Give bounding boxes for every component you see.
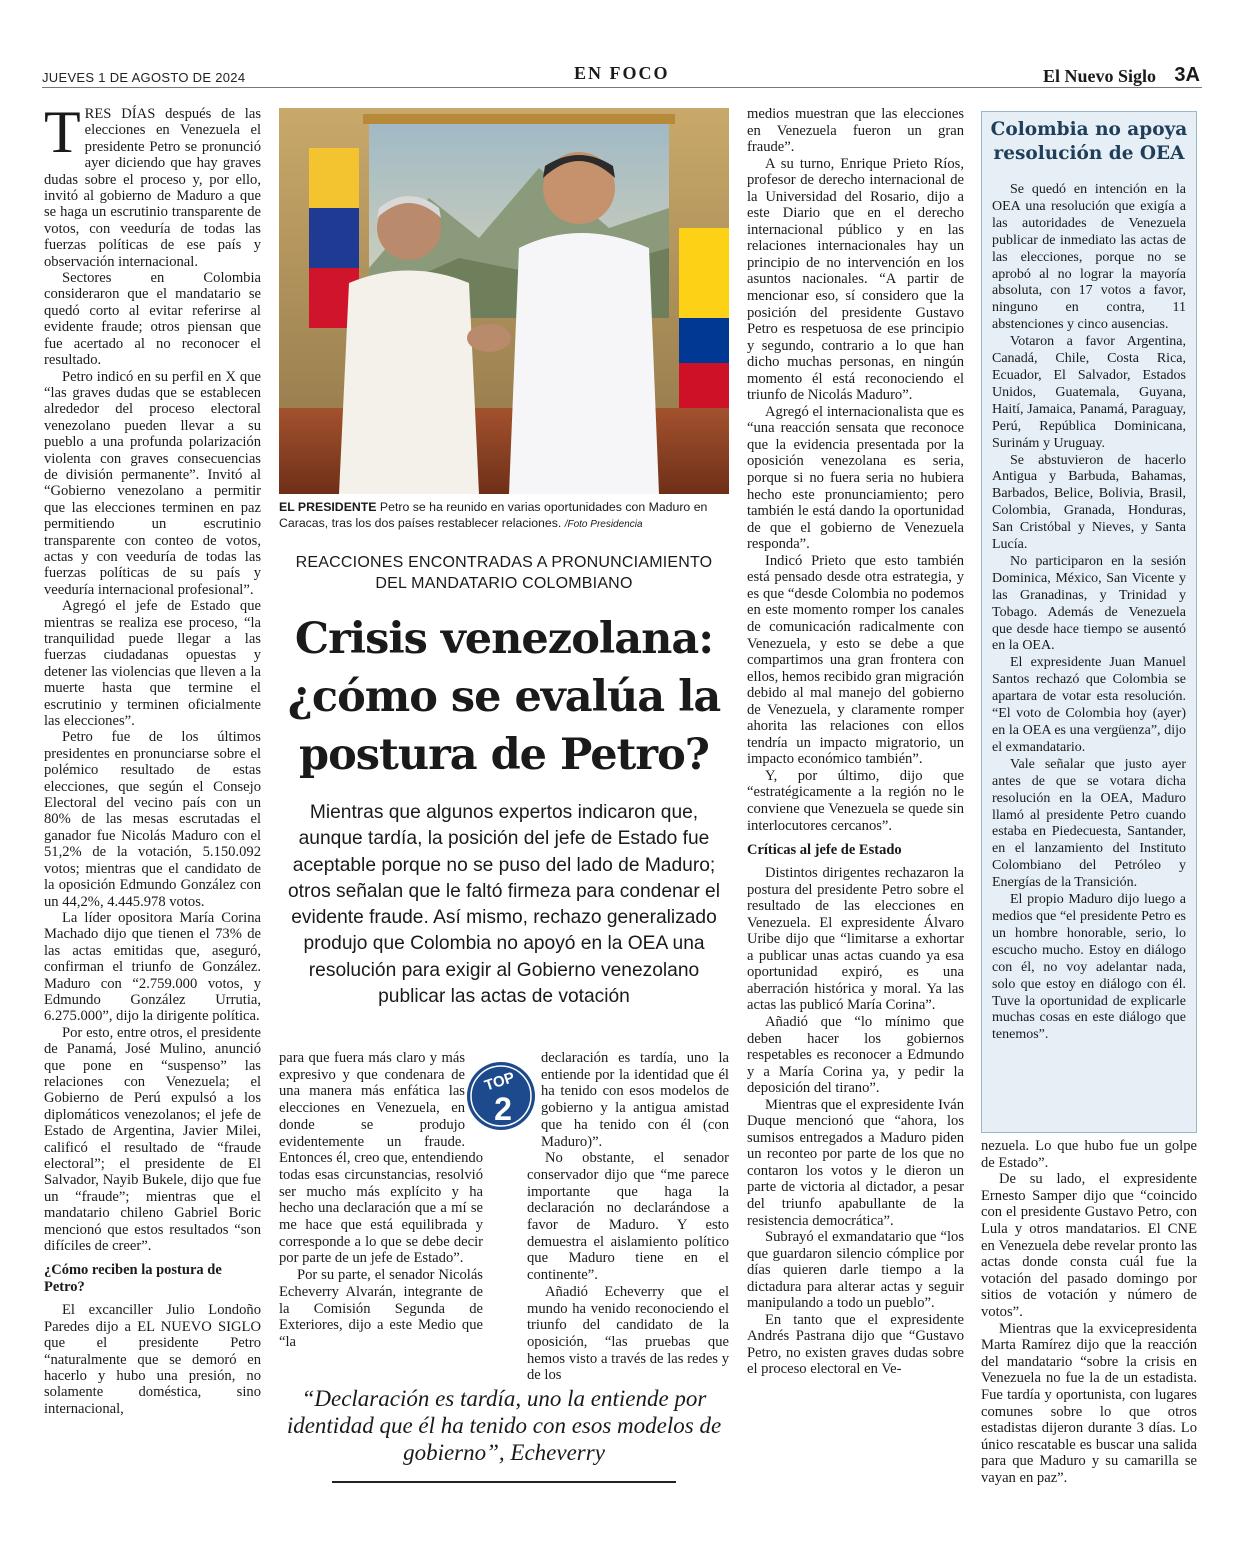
- paragraph: declaración es tardía, uno la entiende por la identidad que él ha tenido con esos modelos de gobierno y la antigua amistad que ha tenido con él (con Maduro)”.: [541, 1050, 729, 1150]
- paragraph: TRES DÍAS después de las elecciones en Venezuela el presidente Petro se pronunció ayer diciendo que hay graves dudas sobre el proceso y, por ello, invitó al gobierno de Maduro a que se haga un escrutinio transparente de votos, con veeduría de todas las fuerzas políticas de ese país y observación internacional.: [44, 99, 261, 270]
- article-column-2: [279, 1050, 483, 1351]
- page-number: 3A: [1174, 64, 1200, 86]
- paragraph: Por esto, entre otros, el presidente de Panamá, José Mulino, anunció que pone en “suspenso” las relaciones con Venezuela; el Gobierno de Perú expulsó a los diplomáticos venezolanos; el jefe de Estado de Argentina, Javier Milei, calificó el resultado de “fraude electoral”; el presidente de El Salvador, Nayib Bukele, dijo que fue un “fraude”; mientras que el mandatario chileno Gabriel Boric mencionó que estos resultados “son difíciles de creer”.: [44, 1024, 261, 1255]
- paragraph: Mientras que el expresidente Iván Duque mencionó que “ahora, los sumisos entregados a Maduro piden un reconteo por parte de los que no contaron los votos y le dieron un parte de victoria al dictador, a pesar del triunfo apabullante de la resistencia democrática”.: [747, 1096, 964, 1229]
- paragraph: Añadió que “lo mínimo que deben hacer los gobiernos respetables es reconocer a Edmundo y a María Corina ya, y pedir la deposición del tirano”.: [747, 1013, 964, 1097]
- sidebar-title: Colombia no apoya resolución de OEA: [990, 119, 1188, 164]
- paragraph: Mientras que la exvicepresidenta Marta Ramírez dijo que la reacción del mandatario “sobre la crisis en Venezuela no fue la de un estadista. Fue tardía y oportunista, con lugares comunes sobre lo que otros estadistas dijeron durante 3 días. Lo único rescatable es buscar una salida para que Maduro y su camarilla se vayan en paz”.: [981, 1320, 1197, 1486]
- drop-cap: T: [44, 99, 81, 165]
- paragraph: En tanto que el expresidente Andrés Pastrana dijo que “Gustavo Petro, no existen graves dudas sobre el proceso electoral en Ve-: [747, 1311, 964, 1378]
- subheading: ¿Cómo reciben la postura de Petro?: [44, 1262, 222, 1296]
- caption-lead: EL PRESIDENTE: [279, 500, 377, 514]
- paragraph: medios muestran que las elecciones en Venezuela fueron un gran fraude”.: [747, 106, 964, 156]
- headline: Crisis venezolana: ¿cómo se evalúa la postura de Petro?: [287, 614, 721, 780]
- deck: Mientras que algunos expertos indicaron que, aunque tardía, la posición del jefe de Estado fue aceptable porque no se puso del lado de Maduro; otros señalan que le faltó firmeza para condenar el evidente fraude. Así mismo, rechazo generalizado produjo que Colombia no apoyó en la OEA una resolución para exigir al Gobierno venezolano publicar las actas de votación: [288, 802, 720, 1008]
- photo-caption: [279, 499, 729, 533]
- main-photo: [279, 108, 729, 494]
- paragraph: El propio Maduro dijo luego a medios que “el presidente Petro es un hombre honorable, serio, lo escucho mucho. Estoy en diálogo con él, no voy adelantar nada, solo que estoy en diálogo con él. Tuve la oportunidad de explicarle muchas cosas en este diálogo que tenemos”.: [992, 892, 1186, 1043]
- paragraph: Agregó el jefe de Estado que mientras se realiza ese proceso, “la tranquilidad puede llegar a las fuerzas ciudadanas opuestas y detener las violencias que lleven a la muerte hasta que termine el escrutinio y terminen oficialmente las elecciones”.: [44, 598, 261, 730]
- badge-number: 2: [494, 1091, 512, 1127]
- quote-divider: [332, 1481, 676, 1483]
- paragraph: No obstante, el senador conservador dijo que “me parece importante que haga la declaración no declarándose a favor de Maduro. Y esto demuestra el aislamiento político que Maduro tiene en el continente”.: [527, 1150, 729, 1284]
- paragraph: Votaron a favor Argentina, Canadá, Chile, Costa Rica, Ecuador, El Salvador, Estados Unidos, Guatemala, Guyana, Haití, Jamaica, Panamá, Paraguay, Perú, República Dominicana, Surinám y Uruguay.: [992, 334, 1186, 451]
- paragraph: Añadió Echeverry que el mundo ha venido reconociendo el triunfo del candidato de la oposición, “las pruebas que hemos visto a través de las redes y de los: [527, 1283, 729, 1384]
- paragraph: Por su parte, el senador Nicolás Echeverry Alvarán, integrante de la Comisión Segunda de Exteriores, dijo a este Medio que “la: [279, 1267, 483, 1350]
- paragraph: Agregó el internacionalista que es “una reacción sensata que reconoce que la evidencia presentada por la oposición venezolana es seria, porque si no fuera seria no hubiera hecho este pronunciamiento; pero también le está dando la oportunidad de que el gobierno de Venezuela responda”.: [747, 403, 964, 553]
- paragraph: La líder opositora María Corina Machado dijo que tienen el 73% de las actas emitidas que, aseguró, confirman el triunfo de González. Maduro con “2.759.000 votos, y Edmundo González Urrutia, 6.275.000”, dijo la dirigente política.: [44, 909, 261, 1025]
- paragraph: A su turno, Enrique Prieto Ríos, profesor de derecho internacional de la Universidad del Rosario, dijo a este Diario que en el derecho internacional público y en las relaciones internacionales hay un principio de no intervención en los asuntos nacionales. “A partir de mencionar eso, sí considero que la posición del presidente Gustavo Petro es respetuosa de ese principio y segundo, contrario a lo que han dicho muchas personas, en ningún momento él está reconociendo el triunfo de Nicolás Maduro”.: [747, 155, 964, 404]
- article-column-4: [747, 106, 964, 1378]
- badge-word: TOP: [482, 1068, 517, 1095]
- newspaper-name: El Nuevo Siglo: [1042, 66, 1156, 86]
- article-column-5: [981, 1138, 1197, 1486]
- top-badge-icon: [466, 1061, 536, 1131]
- caption-text: Petro se ha reunido en varias oportunidades con Maduro en Caracas, tras los dos países restablecer relaciones.: [279, 500, 708, 530]
- paragraph: Vale señalar que justo ayer antes de que se votara dicha resolución en la OEA, Maduro llamó al presidente Petro cuando estaba en Piedecuesta, Santander, en el lanzamiento del Instituto Colombiano del Petróleo y Energías de la Transición.: [992, 756, 1186, 891]
- pull-quote: “Declaración es tardía, uno la entiende por identidad que él ha tenido con esos modelos de gobierno”, Echeverry: [286, 1386, 722, 1465]
- photo-illustration: [279, 108, 729, 494]
- sidebar-body: [992, 182, 1186, 1044]
- top-2-badge: [466, 1061, 536, 1131]
- paragraph: Indicó Prieto que esto también está pensado desde otra estrategia, y es que “desde Colombia no podemos en este momento romper los canales de comunicación radicalmente con Venezuela, y esto se debe a que compartimos una gran frontera con ellos, hemos recibido gran migración debido al mal manejo del gobierno de Venezuela, y claramente romper ahorita las relaciones con ellos tendría un impacto migratorio, un impacto económico también”.: [747, 552, 964, 768]
- paragraph: Sectores en Colombia consideraron que el mandatario se quedó corto al evitar referirse al evidente fraude; otros piensan que fue acertado al no reconocer el resultado.: [44, 270, 261, 369]
- page-header: [42, 62, 1202, 88]
- paragraph: Se quedó en intención en la OEA una resolución que exigía a las autoridades de Venezuela publicar de inmediato las actas de las elecciones, porque no se aprobó al no lograr la mayoría absoluta, con 17 votos a favor, ninguno en contra, 11 abstenciones y cinco ausencias.: [992, 182, 1186, 333]
- paragraph: Subrayó el exmandatario que “los que guardaron silencio cómplice por días quieren darle tiempo a la dictadura para alterar actas y seguir manipulando a todo un pueblo”.: [747, 1229, 964, 1312]
- sidebar-box: [981, 111, 1197, 1133]
- paragraph: Petro fue de los últimos presidentes en pronunciarse sobre el polémico resultado de estas elecciones, que según el Consejo Electoral del vecino país con un 80% de las mesas escrutadas el ganador fue Nicolás Maduro con el 51,2% de la votación, 5.150.092 votos; mientras que el candidato de la oposición Edmundo González con un 44,2%, 4.445.978 votos.: [44, 729, 261, 910]
- paragraph: Petro indicó en su perfil en X que “las graves dudas que se establecen alrededor del proceso electoral venezolano pueden llevar a su pueblo a una profunda polarización violenta con graves consecuencias de división permanente”. Invitó al “Gobierno venezolano a permitir que las elecciones terminen en paz permitiendo un escrutinio transparente con conteo de votos, actas y con veeduría de todas las fuerzas políticas de su país y veeduría internacional profesional”.: [44, 368, 261, 598]
- paragraph: De su lado, el expresidente Ernesto Samper dijo que “coincido con el presidente Gustavo Petro, con Lula y otros mandatarios. El CNE en Venezuela debe revelar pronto las actas donde consta cuál fue la votación del pasado domingo por sitios de votación y número de votos”.: [981, 1171, 1197, 1320]
- kicker: REACCIONES ENCONTRADAS A PRONUNCIAMIENTO DEL MANDATARIO COLOMBIANO: [295, 554, 713, 592]
- paragraph: El expresidente Juan Manuel Santos rechazó que Colombia se apartara de votar esta resolución. “El voto de Colombia hoy (ayer) en la OEA es una vergüenza”, dijo el exmandatario.: [992, 655, 1186, 755]
- article-column-1: [44, 99, 261, 1417]
- paragraph: El excanciller Julio Londoño Paredes dijo a EL NUEVO SIGLO que el presidente Petro “naturalmente que se demoró en hacerlo y hubo una presión, no solamente doméstica, sino internacional,: [44, 1302, 261, 1417]
- section-name: EN FOCO: [574, 63, 670, 83]
- paragraph: nezuela. Lo que hubo fue un golpe de Estado”.: [981, 1138, 1197, 1171]
- paragraph: Distintos dirigentes rechazaron la postura del presidente Petro sobre el resultado de las elecciones en Venezuela. El expresidente Álvaro Uribe dijo que “limitarse a exhortar a publicar unas actas cuando ya esa oportunidad expiró, es una aberración histórica y moral. Ya las actas las publicó María Corina”.: [747, 865, 964, 1014]
- article-column-3: [527, 1050, 729, 1384]
- paragraph: Se abstuvieron de hacerlo Antigua y Barbuda, Bahamas, Barbados, Belice, Bolivia, Brasil, Colombia, Granada, Honduras, San Cristóbal y Nieves, y Santa Lucía.: [992, 452, 1186, 553]
- photo-credit: /Foto Presidencia: [564, 519, 643, 530]
- paragraph: para que fuera más claro y más expresivo y que condenara de una manera más enfática las elecciones en Venezuela, en donde se produjo evidentemente un fraude. Entonces él, creo que, entendiendo todas esas circunstancias, resolvió ser mucho más explícito y ha hecho una declaración que a mí se me hace que está equilibrada y corresponde a lo que se debe decir por parte de un jefe de Estado”.: [279, 1050, 483, 1267]
- issue-date: JUEVES 1 DE AGOSTO DE 2024: [42, 70, 246, 85]
- paragraph: No participaron en la sesión Dominica, México, San Vicente y las Granadinas, y Trinidad y Tobago. Además de Venezuela que desde hace tiempo se ausentó en la OEA.: [992, 553, 1186, 654]
- subheading: Críticas al jefe de Estado: [747, 842, 902, 859]
- paragraph: Y, por último, dijo que “estratégicamente a la región no le conviene que Venezuela se quede sin interlocutores cercanos”.: [747, 767, 964, 834]
